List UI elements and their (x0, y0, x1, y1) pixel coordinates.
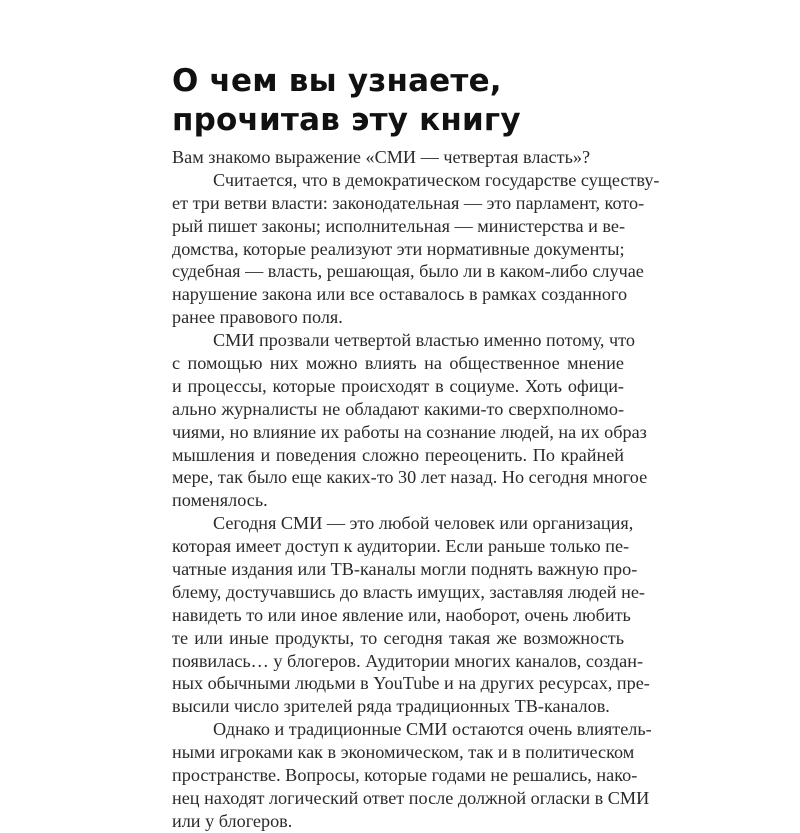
text-line: мышления и поведения сложно переоценить. По крайней (172, 444, 624, 465)
text-line: ранее правового поля. (172, 307, 343, 328)
text-line: нарушение закона или все оставалось в рамках созданного (172, 284, 628, 305)
text-line: чатные издания или ТВ-каналы могли поднять важную про- (172, 559, 638, 580)
text-line: или у блогеров. (172, 810, 293, 831)
body-text (172, 146, 660, 833)
text-line: пространстве. Вопросы, которые годами не решались, нако- (172, 765, 638, 786)
text-line: блему, достучавшись до власть имущих, заставляя людей не- (172, 581, 645, 602)
text-line: поменялось. (172, 490, 268, 511)
paragraph-first-line: Однако и традиционные СМИ остаются очень влиятель- (213, 719, 652, 740)
chapter-title (172, 62, 632, 140)
text-line: ных обычными людьми в YouTube и на других ресурсах, пре- (172, 673, 650, 694)
text-line: навидеть то или иное явление или, наоборот, очень любить (172, 604, 631, 625)
text-line: домства, которые реализуют эти нормативные документы; (172, 238, 625, 259)
paragraph-first-line: Сегодня СМИ — это любой человек или организация, (213, 513, 634, 534)
text-line: ально журналисты не обладают какими-то сверхполномо- (172, 398, 624, 419)
paragraph-first-line: Считается, что в демократическом государстве существу- (213, 169, 660, 190)
text-line: появилась… у блогеров. Аудитории многих каналов, создан- (172, 650, 644, 671)
chapter-title-line: прочитав эту книгу (172, 102, 521, 138)
chapter-title-line: О чем вы узнаете, (172, 63, 502, 99)
text-line: ными игроками как в экономическом, так и в политическом (172, 742, 635, 763)
text-line: и процессы, которые происходят в социуме. Хоть офици- (172, 375, 624, 396)
text-line: ет три ветви власти: законодательная — это парламент, кото- (172, 192, 645, 213)
text-line: которая имеет доступ к аудитории. Если раньше только пе- (172, 536, 630, 557)
text-line: те или иные продукты, то сегодня такая же возможность (172, 627, 624, 648)
text-line: чиями, но влияние их работы на сознание людей, на их образ (172, 421, 647, 442)
paragraph-first-line: СМИ прозвали четвертой властью именно потому, что (213, 330, 635, 351)
text-line: Вам знакомо выражение «СМИ — четвертая власть»? (172, 147, 591, 167)
text-line: рый пишет законы; исполнительная — министерства и ве- (172, 215, 625, 236)
text-line: высили число зрителей ряда традиционных ТВ-каналов. (172, 696, 610, 717)
text-line: с помощью них можно влиять на общественное мнение (172, 353, 624, 374)
text-line: судебная — власть, решающая, было ли в каком-либо случае (172, 261, 644, 282)
text-line: мере, так было еще каких-то 30 лет назад. Но сегодня многое (172, 467, 648, 488)
text-line: нец находят логический ответ после должной огласки в СМИ (172, 787, 650, 808)
